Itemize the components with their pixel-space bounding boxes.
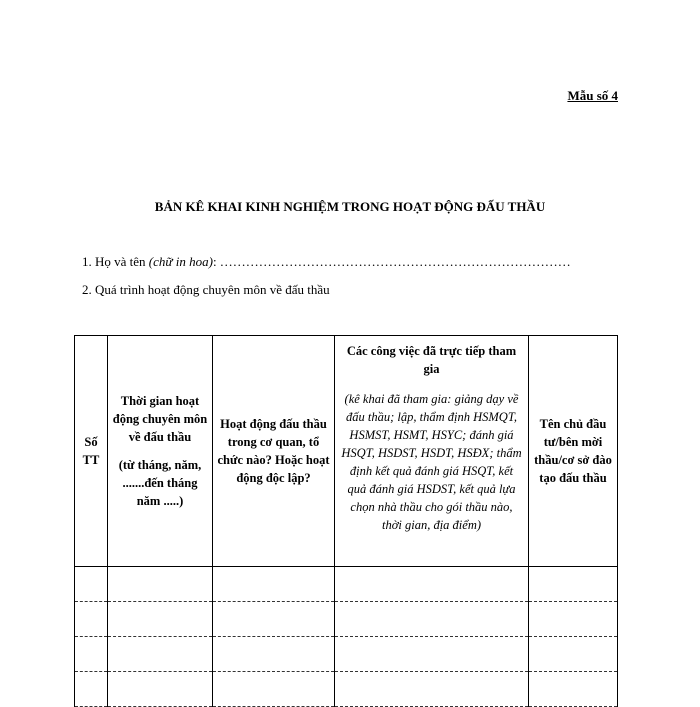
header-time-main: Thời gian hoạt động chuyên môn về đấu thầu (112, 394, 208, 444)
header-tasks (335, 336, 529, 567)
form-code-label: Mẫu số 4 (567, 88, 618, 103)
experience-table (74, 335, 618, 707)
table-cell[interactable] (108, 637, 213, 672)
table-cell[interactable] (335, 602, 529, 637)
header-investor: Tên chủ đầu tư/bên mời thầu/cơ sở đào tạo đấu thầu (529, 336, 618, 567)
table-row (75, 672, 618, 707)
table-cell[interactable] (75, 602, 108, 637)
name-field-line (82, 254, 571, 270)
table-cell[interactable] (213, 637, 335, 672)
table-cell[interactable] (75, 672, 108, 707)
table-cell[interactable] (213, 602, 335, 637)
table-cell[interactable] (529, 567, 618, 602)
table-header-row (75, 336, 618, 567)
table-cell[interactable] (213, 567, 335, 602)
table-cell[interactable] (75, 567, 108, 602)
table-cell[interactable] (75, 637, 108, 672)
table-cell[interactable] (335, 637, 529, 672)
table-cell[interactable] (108, 672, 213, 707)
table-cell[interactable] (529, 672, 618, 707)
table-cell[interactable] (529, 602, 618, 637)
name-field-prefix: 1. Họ và tên (82, 254, 149, 269)
header-time-sub: (từ tháng, năm, .......đến tháng năm .....) (118, 458, 202, 508)
table-cell[interactable] (335, 672, 529, 707)
table-cell[interactable] (213, 672, 335, 707)
activity-section-label: 2. Quá trình hoạt động chuyên môn về đấu thầu (82, 282, 330, 297)
header-tasks-main: Các công việc đã trực tiếp tham gia (346, 344, 517, 376)
name-field-hint: (chữ in hoa) (148, 254, 213, 269)
header-time-period (108, 336, 213, 567)
table-cell[interactable] (335, 567, 529, 602)
table-cell[interactable] (108, 602, 213, 637)
table-row (75, 637, 618, 672)
name-field-dots: : ……………………………………………………………………… (212, 254, 571, 269)
header-tasks-note: (kê khai đã tham gia: giảng dạy về đấu thầu; lập, thẩm định HSMQT, HSMST, HSMT, HSYC; đánh giá HSQT, HSDST, HSDT, HSĐX; thẩm định kết quả đánh giá HSQT, kết quả đánh giá HSDST, kết quả lựa chọn nhà thầu cho gói thầu nào, thời gian, địa điểm) (341, 392, 522, 532)
header-organization: Hoạt động đấu thầu trong cơ quan, tổ chức nào? Hoặc hoạt động độc lập? (213, 336, 335, 567)
table-cell[interactable] (529, 637, 618, 672)
table-cell[interactable] (108, 567, 213, 602)
document-title: BẢN KÊ KHAI KINH NGHIỆM TRONG HOẠT ĐỘNG ĐẤU THẦU (154, 199, 546, 214)
header-index: Số TT (75, 336, 108, 567)
table-row (75, 602, 618, 637)
table-row (75, 567, 618, 602)
